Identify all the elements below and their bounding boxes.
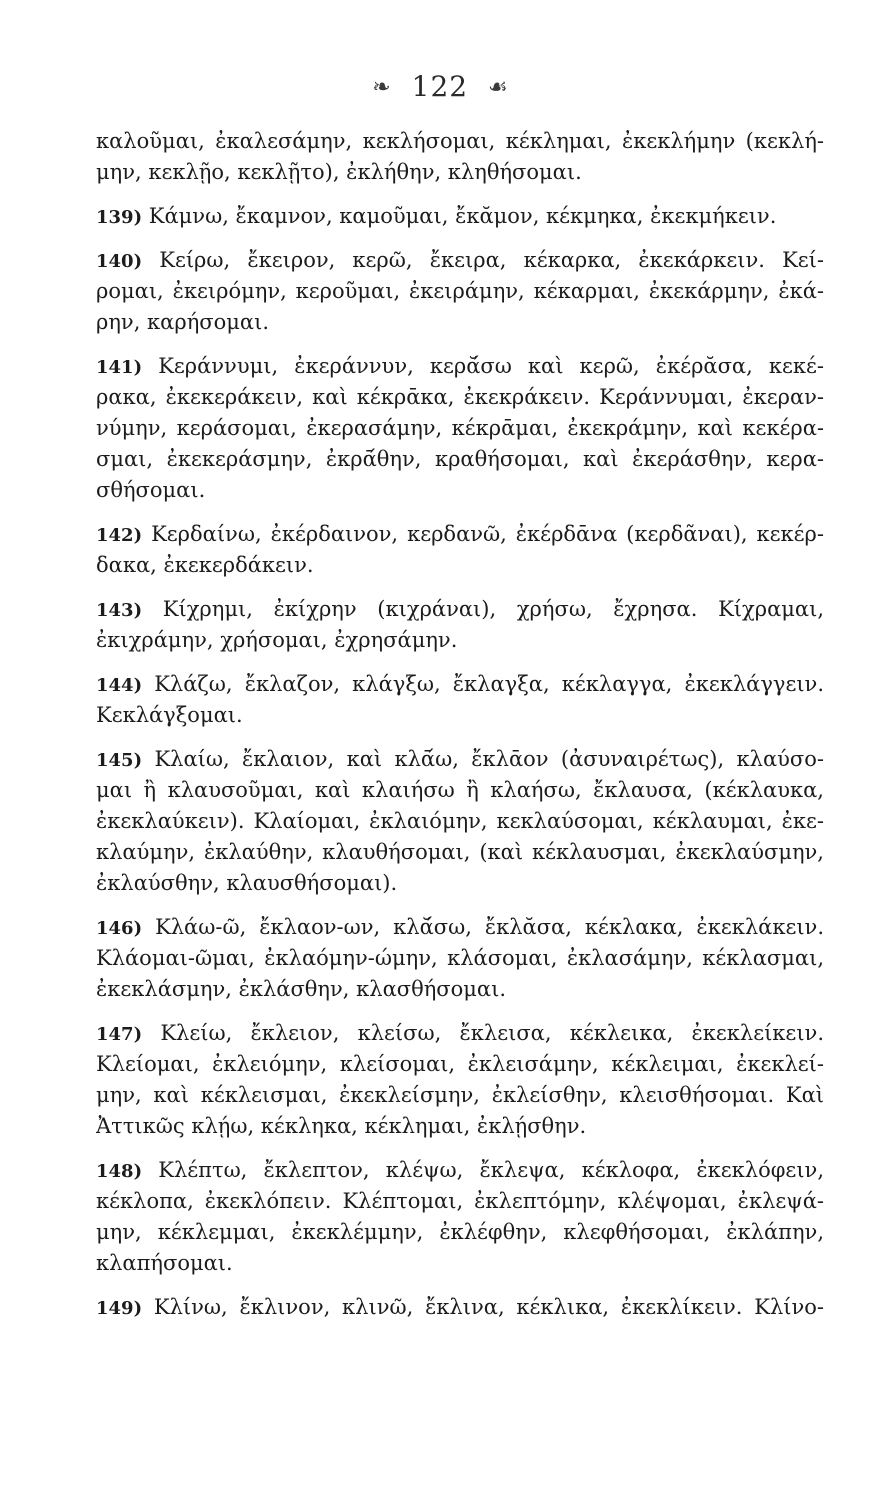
text-line: Κλίνω, ἔκλινον, κλινῶ, ἔκλινα, κέκλικα, ἐκεκλίκειν. Κλίνο-	[153, 1295, 824, 1319]
entry-number: 149)	[96, 1298, 143, 1319]
text-line: σθήσομαι.	[96, 478, 206, 502]
text-line: Κεράννυμι, ἐκεράννυν, κερᾰ́σω καὶ κερῶ, ἐκέρᾰσα, κεκέ-	[158, 354, 824, 378]
text-line: Κλάζω, ἔκλαζον, κλάγξω, ἔκλαγξα, κέκλαγγα, ἐκεκλάγγειν.	[154, 672, 824, 696]
entry-number: 139)	[96, 207, 143, 228]
ornament-right-icon: ☙	[487, 75, 509, 100]
text-line: Κείρω, ἔκειρον, κερῶ, ἔκειρα, κέκαρκα, ἐκεκάρκειν. Κεί-	[159, 248, 824, 272]
text-line: ἐκεκλάσμην, ἐκλάσθην, κλασθήσομαι.	[96, 977, 507, 1001]
text-line: Κερδαίνω, ἐκέρδαινον, κερδανῶ, ἐκέρδᾱνα (κερδᾶναι), κεκέρ-	[151, 522, 824, 546]
text-line: σμαι, ἐκεκεράσμην, ἐκρᾱ́θην, κραθήσομαι, καὶ ἐκεράσθην, κερα-	[96, 447, 824, 471]
entry-139	[96, 201, 824, 232]
entry-149	[96, 1292, 824, 1323]
text-line: κλαύμην, ἐκλαύθην, κλαυθήσομαι, (καὶ κέκλαυσμαι, ἐκεκλαύσμην,	[96, 840, 824, 864]
text-line: Κλείομαι, ἐκλειόμην, κλείσομαι, ἐκλεισάμην, κέκλειμαι, ἐκεκλεί-	[96, 1052, 824, 1076]
entry-143	[96, 594, 824, 625]
text-line: Κάμνω, ἔκαμνον, καμοῦμαι, ἔκᾰμον, κέκμηκα, ἐκεκμήκειν.	[148, 204, 777, 228]
entry-146	[96, 912, 824, 943]
text-line: ρομαι, ἐκειρόμην, κεροῦμαι, ἐκειράμην, κέκαρμαι, ἐκεκάρμην, ἐκά-	[96, 279, 824, 303]
text-line: μαι ἢ κλαυσοῦμαι, καὶ κλαιήσω ἢ κλαήσω, ἔκλαυσα, (κέκλαυκα,	[96, 778, 824, 802]
text-line: ἐκεκλαύκειν). Κλαίομαι, ἐκλαιόμην, κεκλαύσομαι, κέκλαυμαι, ἐκε-	[96, 809, 824, 833]
text-line: Κλάω-ῶ, ἔκλαον-ων, κλᾰ́σω, ἔκλᾰσα, κέκλακα, ἐκεκλάκειν.	[155, 915, 824, 939]
entry-141	[96, 351, 824, 382]
entry-142	[96, 519, 824, 550]
text-line: Κλαίω, ἔκλαιον, καὶ κλᾱ́ω, ἔκλᾱον (ἀσυναιρέτως), κλαύσο-	[154, 747, 824, 771]
text-line: Κεκλάγξομαι.	[96, 703, 243, 727]
entry-145	[96, 744, 824, 775]
text-line: κλαπήσομαι.	[96, 1251, 233, 1275]
text-line: Κίχρημι, ἐκίχρην (κιχράναι), χρήσω, ἔχρησα. Κίχραμαι,	[162, 597, 824, 621]
text-line: Κλάομαι-ῶμαι, ἐκλαόμην-ώμην, κλάσομαι, ἐκλασάμην, κέκλασμαι,	[96, 946, 824, 970]
entry-144	[96, 669, 824, 700]
entry-number: 144)	[96, 675, 143, 696]
text-line: ρην, καρήσομαι.	[96, 310, 269, 334]
text-line: Ἀττικῶς κλῄω, κέκληκα, κέκλημαι, ἐκλῄσθην.	[96, 1114, 587, 1138]
text-line: ἐκιχράμην, χρήσομαι, ἐχρησάμην.	[96, 628, 458, 652]
text-line: ἐκλαύσθην, κλαυσθήσομαι).	[96, 871, 398, 895]
entry-147	[96, 1018, 824, 1049]
entry-number: 146)	[96, 918, 143, 939]
text-line: Κλέπτω, ἔκλεπτον, κλέψω, ἔκλεψα, κέκλοφα, ἐκεκλόφειν,	[158, 1158, 824, 1182]
text-line: καλοῦμαι, ἐκαλεσάμην, κεκλήσομαι, κέκλημαι, ἐκεκλήμην (κεκλή-	[96, 129, 824, 153]
page-body	[96, 126, 824, 1323]
page-number: 122	[411, 70, 469, 103]
text-line: μην, καὶ κέκλεισμαι, ἐκεκλείσμην, ἐκλείσθην, κλεισθήσομαι. Καὶ	[96, 1083, 824, 1107]
text-line: Κλείω, ἔκλειον, κλείσω, ἔκλεισα, κέκλεικα, ἐκεκλείκειν.	[160, 1021, 824, 1045]
entry-number: 142)	[96, 525, 143, 546]
page-header	[0, 70, 881, 103]
entry-number: 148)	[96, 1161, 143, 1182]
text-line: δακα, ἐκεκερδάκειν.	[96, 553, 314, 577]
entry-number: 140)	[96, 251, 143, 272]
text-line: μην, κεκλῇο, κεκλῇτο), ἐκλήθην, κληθήσομαι.	[96, 160, 582, 184]
entry-number: 145)	[96, 750, 143, 771]
text-line: νύμην, κεράσομαι, ἐκερασάμην, κέκρᾱμαι, ἐκεκράμην, καὶ κεκέρα-	[96, 416, 824, 440]
text-line: κέκλοπα, ἐκεκλόπειν. Κλέπτομαι, ἐκλεπτόμην, κλέψομαι, ἐκλεψά-	[96, 1189, 824, 1213]
text-line: μην, κέκλεμμαι, ἐκεκλέμμην, ἐκλέφθην, κλεφθήσομαι, ἐκλάπην,	[96, 1220, 824, 1244]
entry-number: 147)	[96, 1024, 143, 1045]
entry-148	[96, 1155, 824, 1186]
ornament-left-icon: ❧	[372, 75, 392, 100]
entry-140	[96, 245, 824, 276]
entry-number: 143)	[96, 600, 143, 621]
text-line: ρακα, ἐκεκεράκειν, καὶ κέκρᾱκα, ἐκεκράκειν. Κεράννυμαι, ἐκεραν-	[96, 385, 824, 409]
entry-number: 141)	[96, 357, 143, 378]
